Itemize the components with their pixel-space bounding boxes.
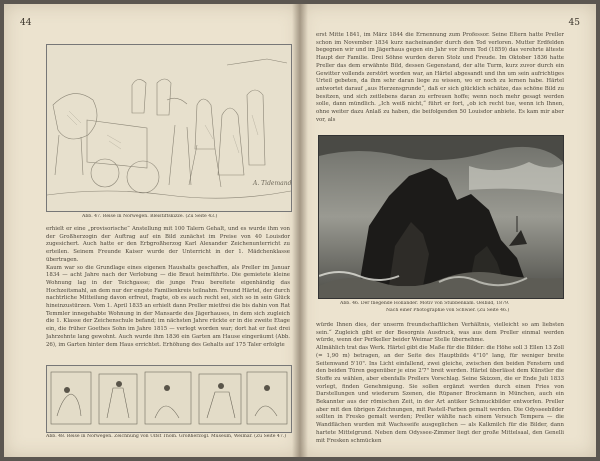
figure-drawing-strip — [46, 365, 292, 433]
page-number: 45 — [568, 18, 580, 28]
page-number: 44 — [20, 18, 32, 28]
figure-caption: Abb. 46. Der fliegende Holländer. Motiv von Stubbenkäm. Oelbild, 1879. — [340, 301, 510, 306]
seascape-painting — [319, 136, 563, 298]
figure-painting-flying-dutchman — [318, 135, 564, 299]
drawing-strip-illustration — [47, 366, 291, 432]
body-text-right-bottom: würde Ihnen dies, der unserm freundschaftlichen Verhältnis, vielleicht so am liebsten sein.“ Zugleich gibt er der Besorgnis Ausdruck, was aus dem Preller einmal werden würde, wenn der Perlkeller beider Weimar Stelle übernehme. Allmählich trat das Werk. Härtel gibt die Maße für die Bilder: die Höhe soll 3 Ellen 13 Zoll (= 1,90 m) betragen, an der Seite des Hauptbilds 4"10" lang, für weniger breite Seitenwand 5'10". Ins Licht einfallend, zwei gleiche, zwischen den beiden Fenstern und den beiden Türen gegenüber je eine 2'7" breit werden. Härtel überlässt dem Künstler die Stoffe zu wählen, aber ebenfalls Prellers Vorschlag. Seine Skizzen, die er Ende Juli 1833 vorlegt, finden Genehmigung. Sie sollen ergänzt werden durch einen Fries von Darstellungen und wiederum Szenen, die Rüpaner Brockmann in München, auch ein Bekannter aus der römischen Zeit, in der Art antiker Schmuckbilder entworfen. Preller aber mit den übrigen Zeichnungen, mit Pastell-Farben gemalt werden. Die Odysseebilder sollten in Fresko gemalt werden; Preller wählte nach einem Versuch Tempera — die Wandflächen wurden mit Wachsseife ausgeglichen — als Kalkmilch für die Bilder, dann hartete Mittelgrund. Neben dem Odyssee-Zimmer liegt der große Mittelsaal, den Genelli mit Fresken schmücken — [316, 322, 564, 444]
figure-caption-line2: Nach einer Photographie von Schwier. (Zu Seite 46.) — [386, 308, 510, 313]
body-text-left: erhielt er eine „provisorische“ Anstellung mit 100 Talern Gehalt, und es wurde ihm von der Großherzogin der Auftrag auf ein Bild zunächst im Preise von 40 Louisdor zugesichert. Auch hatte er den Erbgroßherzog Karl Alexander Zeichenunterricht zu erteilen. Seinem Freunde Kaiser wurde der Unterricht in der 1. Mädchenklasse übertragen. Kaum war so die Grundlage eines eigenen Haushalts geschaffen, als Preller im Januar 1834 — acht Jahre nach der Verlobung — die Braut heimführte. Die gemietete kleine Wohnung lag in der Teichgasse; die junge Frau bereitete eigenhändig das Hochzeitsmahl, an dem nur der engste Familienkreis teilnahm. Freund Härtel, der durch nachtrliche Mitteilung davon erfreut, fragte, ob es auch recht sei, sich so in sein Glück hineinzustürzen. Vom 1. April 1835 an erhielt dann Preller mietfrei die bis dahin von Rat Temmler innegehabte Wohnung in der Mansarde des Jägerhauses, in dem sich zugleich die 1. Klasse der Zeichenschule befand; im nächsten Jahre rückte er in die zweite Etage ein, die früher Goethes Sohn im Jahre 1815 — verlegt worden war; dort hat er fast drei Jahrzehnte lang gewohnt. Auch wurde ihm 1836 ein Garten am Hause eingeräumt (Abb. 26), im Garten hinter dem Haus errichtet. Erhöhung des Gehalts auf 175 Taler erfolgte — [46, 226, 290, 348]
left-page — [4, 4, 300, 457]
figure-caption-top: Abb. 47. Reise in Norwegen. Bleistiftskizze. (Zu Seite 43.) — [82, 214, 218, 219]
right-page — [300, 4, 596, 457]
book-gutter — [292, 4, 308, 457]
book-spread — [4, 4, 596, 457]
body-text-right-top: erst Mitte 1841, im März 1844 die Ernennung zum Professor. Seine Eltern hatte Preller schon im November 1834 kurz nacheinander durch den Tod verloren. Mutter Erdfelden begegnen wir und im Jägerhaus gegen ein Jahr vor ihrem Tod (1859) das verehrte älteste Haupt der Familie. Drei Söhne wurden deren Stolz und Freude. Im Oktober 1836 hatte Preller das dem erwähnte Bild, dessen Gegenstand, der alte Turm, kurz zuvor durch ein Gewitter vollends zerstört worden war, an Härtel abgesandt und ihn um sein aufrichtiges Urteil gebeten, da ihm sehr daran liege zu wissen, wo er noch zu lernen habe. Härtel antwortet darauf „aus Herzensgrunde“, daß er sich glücklich schätze, das schöne Bild zu besitzen, und sich zeitlebens daran zu erfreuen hoffe; wenn noch mehr gesagt werden solle, dann mündlich. „Ich weiß nicht,“ führt er fort, „ob ich recht tue, wenn ich Ihnen, ohne weiter dazu Anlaß zu haben, die beifolgenden 50 Louisdor anbiete. Es kam mir aber vor, als — [316, 32, 564, 123]
figure-sketch-norway — [46, 44, 292, 212]
figure-caption-bottom: Abb. 48. Reise in Norwegen. Zeichnung von Ulfst Thom. Großherzogl. Museum, Weimar. (Zu Seite 47.) — [46, 434, 287, 439]
artist-signature: A. Tidemand — [253, 180, 291, 187]
pencil-sketch-illustration — [47, 45, 291, 211]
